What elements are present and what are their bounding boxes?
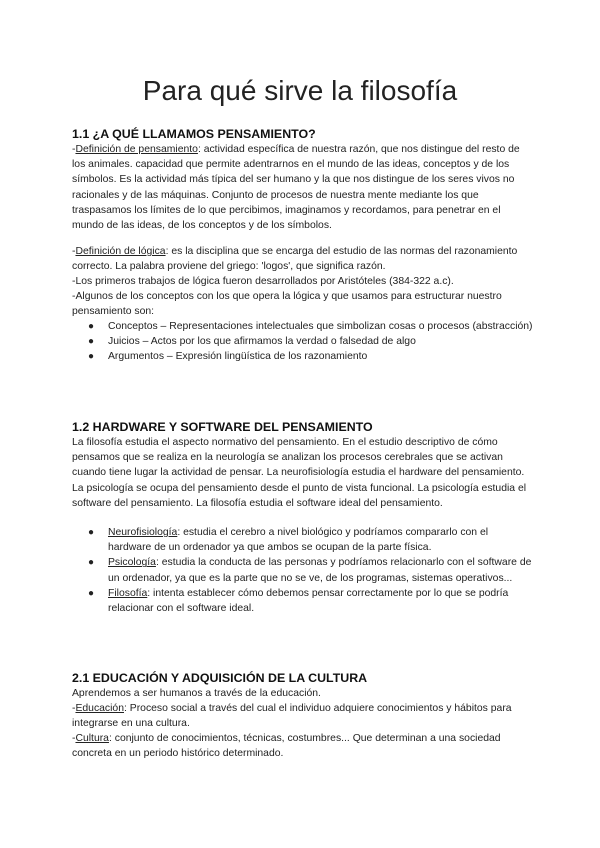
dash: - — [72, 246, 76, 257]
section-heading-1-2: 1.2 HARDWARE Y SOFTWARE DEL PENSAMIENTO — [72, 420, 373, 434]
list-item — [88, 555, 534, 585]
paragraph-definicion-cultura — [72, 731, 534, 761]
definicion-logica-text: : es la disciplina que se encarga del estudio de las normas del razonamiento correcto. La palabra proviene del griego: 'logos', que significa razón. — [72, 246, 518, 273]
list-item — [88, 349, 534, 364]
term-filosofia: Filosofía — [108, 587, 148, 599]
definicion-pensamiento-text: : actividad específica de nuestra razón, que nos distingue del resto de los animales. capacidad que permite adentrarnos en el mundo de las ideas, conceptos y de los símbolos. Es la actividad más típica del ser humano y la que nos distingue de los seres vivos no racionales y de las máquinas. Conjunto de procesos de nuestra mente mediante los que traspasamos los límites de lo que percibimos, imaginamos y recordamos, para penetrar en el mundo de las ideas, de los conceptos y de los símbolos. — [72, 144, 520, 232]
bullet-icon: ● — [88, 321, 95, 332]
term-cultura: Cultura — [75, 733, 109, 744]
section-heading-2-1: 2.1 EDUCACIÓN Y ADQUISICIÓN DE LA CULTURA — [72, 671, 368, 685]
paragraph-conceptos-logica: -Algunos de los conceptos con los que opera la lógica y que usamos para estructurar nuestro pensamiento son: — [72, 291, 502, 318]
bullet-icon: ● — [88, 557, 95, 569]
term-psicologia: Psicología — [108, 557, 156, 569]
dash: - — [72, 733, 76, 744]
dash: - — [72, 144, 76, 155]
list-item-text: Argumentos – Expresión lingüística de los razonamiento — [108, 351, 368, 363]
list-item-text: : intenta establecer cómo debemos pensar correctamente por lo que se podría relacionar con el software ideal. — [108, 587, 509, 615]
bullet-icon: ● — [88, 587, 95, 599]
term-neurofisiologia: Neurofisiología — [108, 527, 178, 538]
list-item-text: : estudia la conducta de las personas y podríamos relacionarlo con el software de un ordenador, ya que es la parte que no se ve, de los programas, sistemas operativos... — [108, 557, 532, 584]
paragraph-aristoteles: -Los primeros trabajos de lógica fueron desarrollados por Aristóteles (384-322 a.c). — [72, 276, 454, 287]
term-definicion-logica: Definición de lógica — [75, 246, 166, 257]
definicion-cultura-text: : conjunto de conocimientos, técnicas, costumbres... Que determinan a una sociedad concreta en un periodo histórico determinado. — [72, 733, 501, 760]
definicion-educacion-text: : Proceso social a través del cual el individuo adquiere conocimientos y hábitos para integrarse en una cultura. — [72, 703, 512, 730]
dash: - — [72, 703, 76, 714]
term-educacion: Educación — [75, 703, 124, 714]
list-item-text: : estudia el cerebro a nivel biológico y podríamos compararlo con el hardware de un ordenador ya que ambos se ocupan de la parte física. — [108, 527, 489, 554]
paragraph-hardware-software: La filosofía estudia el aspecto normativo del pensamiento. En el estudio descriptivo de cómo pensamos que se realiza en la neurología se analizan los procesos cerebrales que se activan cuando tiene lugar la actividad de pensar. La neurofisiología estudia el hardware del pensamiento. La psicología se ocupa del pensamiento desde el punto de vista funcional. La psicología estudia el software del pensamiento. La filosofía estudia el software ideal del pensamiento. — [72, 437, 527, 509]
bullet-icon: ● — [88, 527, 95, 538]
list-item — [88, 586, 534, 616]
paragraph-definicion-logica — [72, 244, 534, 274]
bullet-icon: ● — [88, 351, 95, 363]
page-title: Para qué sirve la filosofía — [142, 75, 458, 106]
disciplines-list — [88, 525, 534, 616]
list-item — [88, 334, 534, 349]
paragraph-definicion-pensamiento — [72, 142, 534, 233]
list-item — [88, 319, 534, 334]
paragraph-intro-educacion: Aprendemos a ser humanos a través de la educación. — [72, 688, 321, 699]
list-item-text: Juicios – Actos por los que afirmamos la verdad o falsedad de algo — [108, 336, 416, 348]
logic-concepts-list — [88, 319, 534, 365]
paragraph-definicion-educacion — [72, 701, 534, 731]
list-item-text: Conceptos – Representaciones intelectuales que simbolizan cosas o procesos (abstracción) — [108, 321, 533, 332]
list-item — [88, 525, 534, 555]
term-definicion-pensamiento: Definición de pensamiento — [75, 144, 198, 155]
bullet-icon: ● — [88, 336, 95, 348]
section-heading-1-1: 1.1 ¿A QUÉ LLAMAMOS PENSAMIENTO? — [72, 127, 316, 141]
